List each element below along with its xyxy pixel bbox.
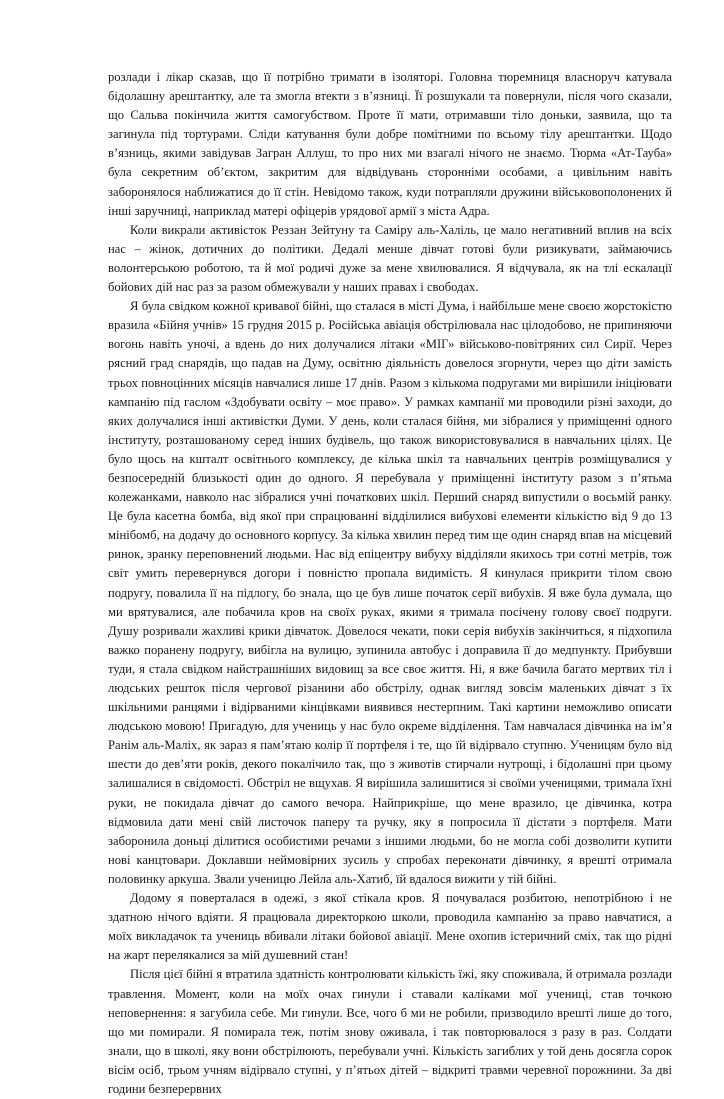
paragraph-3: Я була свідком кожної кривавої бійні, що сталася в місті Дума, і найбільше мене своєю жорстокістю вразила «Бійня учнів» 15 грудня 2015 р. Російська авіація обстрілювала нас цілодобово, не припиняючи вогонь навіть уночі, а вдень до них долучалися літаки «МІГ» військово-повітряних сил Сирії. Через рясний град снарядів, що падав на Думу, освітню діяльність довелося згорнути, через що діти замість трьох повноцінних місяців навчалися лише 17 днів. Разом з кількома подругами ми вирішили ініціювати кампанію під гаслом «Здобувати освіту – моє право». У рамках кампанії ми проводили різні заходи, до яких долучалися інші активістки Думи. У день, коли сталася бійня, ми зібралися у приміщенні одного інституту, розташованому серед інших будівель, що також використовувалися в навчальних цілях. Це було щось на кшталт освітнього комплексу, де кілька шкіл та навчальних центрів розміщувалися у безпосередній близькості один до одного. Я перебувала у приміщенні інституту разом з п’ятьма колежанками, навколо нас зібралися учні початкових шкіл. Перший снаряд випустили о восьмій ранку. Це була касетна бомба, від якої при спрацюванні відділилися вибухові елементи кількістю від 9 до 13 мінібомб, на додачу до основного корпусу. За кілька хвилин перед тим ще один снаряд впав на місцевий ринок, зранку переповнений людьми. Нас від епіцентру вибуху відділяли якихось три сотні метрів, тож світ умить перевернувся догори і повністю пропала видимість. Я кинулася прикрити тілом свою подругу, повалила її на підлогу, бо знала, що це був лише початок серії вибухів. Я вже була думала, що ми врятувалися, але побачила кров на своїх руках, якими я тримала посічену голову своєї подруги. Душу розривали жахливі крики дівчаток. Довелося чекати, поки серія вибухів закінчиться, я підхопила важко поранену подругу, вибігла на вулицю, зупинила автобус і доправила її до медпункту. Прибувши туди, я стала свідком найстрашніших видовищ за все своє життя. Ні, я вже бачила багато мертвих тіл і людських решток після чергової різанини або обстрілу, однак вигляд зовсім маленьких дівчат з їх шкільними ранцями і відірваними кінцівками виявився нестерпним. Такі картини неможливо описати людською мовою! Пригадую, для учениць у нас було окреме відділення. Там навчалася дівчинка на ім’я Ранім аль-Маліх, як зараз я пам’ятаю колір її портфеля і те, що їй відірвало ступню. Ученицям було від шести до дев’яти років, декого покалічило так, що з животів стирчали нутрощі, і бідолашні при цьому залишалися в свідомості. Обстріл не вщухав. Я вирішила залишитися зі своїми ученицями, тримала їхні руки, не покидала дівчат до самого вечора. Найприкріше, що мене вразило, це дівчинка, котра відмовила дати мені свій листочок паперу та ручку, яку я попросила її дістати з портфеля. Мати заборонила доньці ділитися особистими речами з іншими людьми, бо не могла собі дозволити купити нові канцтовари. Доклавши неймовірних зусиль у спробах переконати дівчинку, я врешті отримала половинку аркуша. Звали ученицю Лейла аль-Хатиб, їй вдалося вижити у тій бійні.	[108, 299, 672, 886]
document-body	[108, 68, 672, 1099]
paragraph-5: Після цієї бійні я втратила здатність контролювати кількість їжі, яку споживала, й отримала розлади травлення. Момент, коли на моїх очах гинули і ставали каліками мої учениці, став точкою неповернення: я загубила себе. Ми гинули. Все, чого б ми не робили, призводило врешті лише до того, що ми помирали. Я помирала теж, потім знову оживала, і так повторювалося з разу в раз. Солдати знали, що в школі, яку вони обстрілюють, перебували учні. Кількість загиблих у той день досягла сорок вісім осіб, трьом учням відірвало ступні, у п’ятьох дітей – відкриті травми черевної порожнини. За дві години безперервних	[108, 967, 672, 1096]
paragraph-1: розлади і лікар сказав, що її потрібно тримати в ізоляторі. Головна тюремниця власноруч катувала бідолашну арештантку, але та змогла втекти з в’язниці. Її розшукали та повернули, після чого сказали, що Сальва покінчила життя самогубством. Проте її мати, отримавши тіло доньки, заявила, що та загинула під тортурами. Сліди катування були добре помітними по всьому тілу арештантки. Щодо в’язниць, якими завідував Загран Аллуш, то про них ми взагалі нічого не знаємо. Тюрма «Ат-Тауба» була секретним об’єктом, закритим для відвідувань сторонніми особами, а цивільним навіть заборонялося наближатися до її стін. Невідомо також, куди потрапляли дружини військовополонених й інші заручниці, наприклад матері офіцерів урядової армії з міста Адра.	[108, 70, 672, 218]
paragraph-2: Коли викрали активісток Реззан Зейтуну та Саміру аль-Халіль, це мало негативний вплив на всіх нас – жінок, дотичних до політики. Дедалі менше дівчат готові були ризикувати, займаючись волонтерською роботою, та й мої родичі дуже за мене хвилювалися. Я відчувала, як на тлі ескалації бойових дій нас раз за разом обмежували у наших правах і свободах.	[108, 222, 672, 295]
paragraph-4: Додому я поверталася в одежі, з якої стікала кров. Я почувалася розбитою, непотрібною і не здатною нічого вдіяти. Я працювала директоркою школи, проводила кампанію за право навчатися, а моїх викладачок та учениць вбивали літаки бойової авіації. Мене охопив істеричний сміх, так що рідні на жарт перелякалися за мій душевний стан!	[108, 891, 672, 963]
